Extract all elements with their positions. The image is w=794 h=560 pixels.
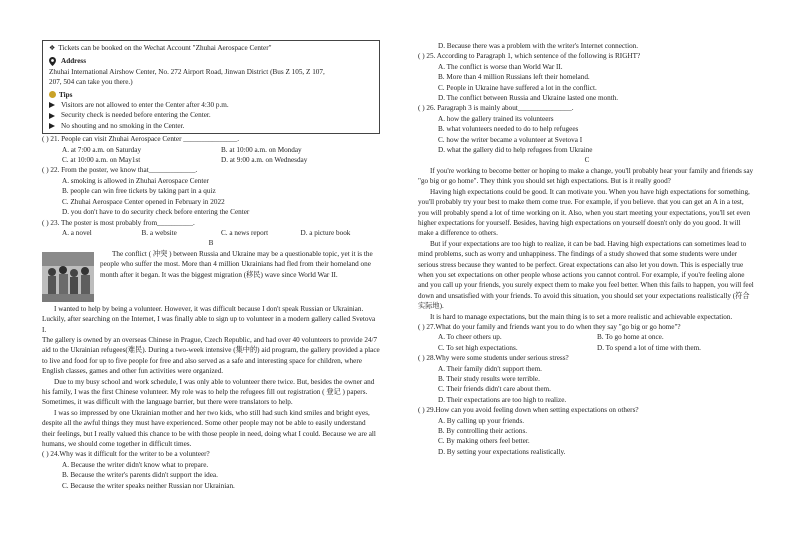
option-c: C. a news report xyxy=(221,228,269,237)
arrow-bullet-icon xyxy=(49,102,55,108)
option-b: B. people can win free tickets by taking part in a quiz xyxy=(62,187,216,196)
option-d: D. The conflict between Russia and Ukraine lasted one month. xyxy=(438,94,619,103)
location-pin-icon xyxy=(49,57,56,66)
option-c: C. Zhuhai Aerospace Center opened in February in 2022 xyxy=(62,197,225,206)
option-d: D. Because there was a problem with the writer's Internet connection. xyxy=(438,42,639,50)
option-c: C. To set high expectations. xyxy=(438,343,518,352)
arrow-bullet-icon xyxy=(49,113,55,119)
option-c: C. at 10:00 a.m. on May1st xyxy=(62,156,141,165)
passage-b-paragraph: I wanted to help by being a volunteer. However, it was difficult because I don't speak Russian or Ukrainian. Luckily, after searching on the Internet, I was finally able to sign up to volunteer in a modern gallery called Svetova I. xyxy=(42,304,376,334)
option-b: B. at 10:00 a.m. on Monday xyxy=(221,145,302,154)
passage-c-paragraph: It is hard to manage expectations, but the main thing is to set a more realistic and achievable expectation. xyxy=(430,312,733,321)
section-b-heading: B xyxy=(208,239,214,248)
passage-b-paragraph: The conflict ( 冲突 ) between Russia and Ukraine may be a questionable topic, yet it is the people who suffer the most. More than 4 million Ukrainians had fled from their homeland one month after it began. It was the biggest migration (移民) wave since World War II. xyxy=(100,249,373,279)
option-b: B. To go home at once. xyxy=(597,333,664,342)
question-27 xyxy=(418,322,756,353)
question-stem: ( ) 25. According to Paragraph 1, which sentence of the following is RIGHT? xyxy=(418,52,641,61)
option-a: A. The conflict is worse than World War II. xyxy=(438,62,563,71)
option-c: C. By making others feel better. xyxy=(438,437,530,446)
lightbulb-icon xyxy=(49,91,56,98)
option-d: D. you don't have to do security check before entering the Center xyxy=(62,208,250,217)
option-d: D. what the gallery did to help refugees from Ukraine xyxy=(438,146,593,155)
passage-b-paragraph: Due to my busy school and work schedule, I was only able to volunteer there twice. But, besides the owner and his family, I was the first Chinese volunteer. My role was to help the refugees fill out registration ( 登记 ) papers. Sometimes, it was difficult with the language barrier, but there were translators to help. xyxy=(42,377,375,407)
option-a: A. By calling up your friends. xyxy=(438,416,525,425)
question-stem: ( ) 27.What do your family and friends want you to do when they say "go big or go home"? xyxy=(418,322,681,331)
passage-c-paragraph: Having high expectations could be good. It can motivate you. When you have high expectations for something, you'll probably try your best to make them come true. For example, if you believe. that you can get an A in a test, you will probably spend a lot of time working on it. Also, when you start meeting your expectations, you'll set even higher expectations for yourself. Besides, having high expectations on yourself doesn't only do you good. It will make a difference to others. xyxy=(418,187,751,238)
right-column xyxy=(418,41,756,457)
option-d: D. a picture book xyxy=(300,228,351,237)
question-23 xyxy=(42,218,380,239)
tip-item: Security check is needed before entering the Center. xyxy=(49,110,373,120)
option-a: A. at 7:00 a.m. on Saturday xyxy=(62,145,142,154)
arrow-bullet-icon xyxy=(49,123,55,129)
question-stem: ( ) 29.How can you avoid feeling down when setting expectations on others? xyxy=(418,406,639,415)
question-24 xyxy=(42,449,380,491)
address-line-1: Zhuhai International Airshow Center, No. 272 Airport Road, Jinwan District (Bus Z 105, Z 107, xyxy=(49,67,325,76)
question-22 xyxy=(42,165,380,217)
option-a: A. Because the writer didn't know what to prepare. xyxy=(62,460,209,469)
option-a: A. To cheer others up. xyxy=(438,333,502,342)
option-c: C. People in Ukraine have suffered a lot in the conflict. xyxy=(438,83,597,92)
option-d: D. To spend a lot of time with them. xyxy=(597,343,701,352)
question-stem: ( ) 26. Paragraph 3 is mainly about_______________. xyxy=(418,104,574,113)
address-heading: Address xyxy=(49,56,373,66)
option-a: A. how the gallery trained its volunteers xyxy=(438,114,554,123)
question-stem: ( ) 22. From the poster, we know that_____________. xyxy=(42,166,198,175)
question-21 xyxy=(42,134,380,165)
option-a: A. a novel xyxy=(62,228,92,237)
option-b: B. Because the writer's parents didn't support the idea. xyxy=(62,471,218,480)
question-26 xyxy=(418,103,756,155)
option-d: D. at 9:00 a.m. on Wednesday xyxy=(221,156,308,165)
option-a: A. smoking is allowed in Zhuhai Aerospace Center xyxy=(62,176,209,185)
volunteers-photo xyxy=(42,252,94,302)
tips-heading: Tips xyxy=(49,90,373,100)
question-25 xyxy=(418,51,756,103)
tip-item: Visitors are not allowed to enter the Center after 4:30 p.m. xyxy=(49,100,373,110)
option-b: B. More than 4 million Russians left their homeland. xyxy=(438,73,590,82)
ticket-line: ❖ Tickets can be booked on the Wechat Account "Zhuhai Aerospace Center" xyxy=(49,44,272,52)
passage-c-paragraph: If you're working to become better or hoping to make a change, you'll probably hear your family and friends say "go big or go home". They think you should set high expectations. But is it really good? xyxy=(418,166,754,186)
option-a: A. Their family didn't support them. xyxy=(438,364,542,373)
question-29 xyxy=(418,405,756,457)
option-c: C. Their friends didn't care about them. xyxy=(438,385,551,394)
passage-c-paragraph: But if your expectations are too high to realize, it can be bad. Having high expectations can sometimes lead to mind problems, such as worry and unhappiness. The findings of a study showed that some students were under serious stress because they wanted to be perfect. Great expectations can also let you down. This is especially true when you set expectations on other people whose actions you cannot control. For example, if you're feeling alone and you call up your friends, you surely expect them to make you feel better. When this fails to happen, you will feel down and unsatisfied with your friends. To avoid this situation, you should set your expectations realistically (符合实际地). xyxy=(418,239,754,311)
left-column xyxy=(42,0,380,491)
ticket-notice-box xyxy=(42,40,380,134)
option-b: B. Their study results were terrible. xyxy=(438,375,540,383)
section-c-heading: C xyxy=(584,156,590,165)
question-stem: ( ) 28.Why were some students under serious stress? xyxy=(418,354,569,363)
question-stem: ( ) 21. People can visit Zhuhai Aerospace Center _______________. xyxy=(42,135,240,144)
address-line-2: 207, 504 can take you there.) xyxy=(49,78,133,87)
passage-b-paragraph: I was so impressed by one Ukrainian mother and her two kids, who still had such kind smiles and bright eyes, despite all the awful things they must have experienced. Some other people may not be able to easily understand their feelings, but I really valued this chance to be with those people in need, doing what I could. Because we are all humans, we should come together in difficult times. xyxy=(42,408,376,448)
question-stem: ( ) 24.Why was it difficult for the writer to be a volunteer? xyxy=(42,450,210,459)
option-b: B. what volunteers needed to do to help refugees xyxy=(438,125,579,134)
question-stem: ( ) 23. The poster is most probably from__________. xyxy=(42,218,195,227)
option-c: C. how the writer became a volunteer at Svetova I xyxy=(438,135,583,144)
option-d: D. Their expectations are too high to realize. xyxy=(438,395,567,404)
diamond-icon: ❖ xyxy=(49,44,56,52)
tip-item: No shouting and no smoking in the Center. xyxy=(49,121,373,131)
option-b: B. a website xyxy=(141,228,177,237)
passage-b-paragraph: The gallery is owned by an overseas Chinese in Prague, Czech Republic, and had over 40 volunteers to provide 24/7 aid to the Ukrainian refugees(难民). During a two-week intensive (集中的) aid program, the gallery provided a place to live and food for up to five people for free and also served as a safe and interesting space for children, where English classes, games and other fun activities were organized. xyxy=(42,335,380,376)
option-b: B. By controlling their actions. xyxy=(438,427,528,436)
question-28 xyxy=(418,353,756,405)
option-c: C. Because the writer speaks neither Russian nor Ukrainian. xyxy=(62,481,235,490)
option-d: D. By setting your expectations realistically. xyxy=(438,447,566,456)
